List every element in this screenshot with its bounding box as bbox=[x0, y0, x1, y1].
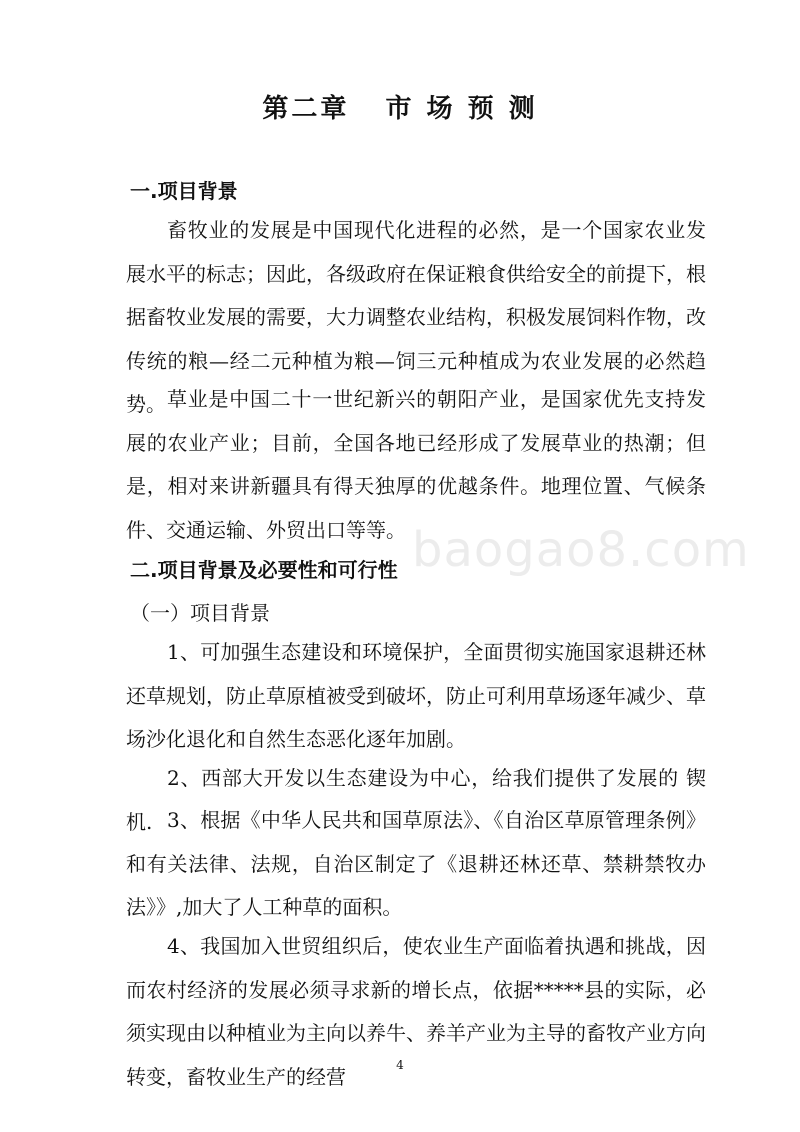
watermark: baogao8.com bbox=[412, 522, 750, 578]
list-item: 4、我国加入世贸组织后，使农业生产面临着执遇和挑战，因而农村经济的发展必须寻求新的增长点，依据*****县的实际，必须实现由以种植业为主向以养牛、养羊产业为主导的畜牧产业方向转变，畜牧业生产的经营 bbox=[126, 934, 706, 1089]
paragraph: 草业是中国二十一世纪新兴的朝阳产业，是国家优先支持发展的农业产业；目前，全国各地已经形成了发展草业的热潮；但是，相对来讲新疆具有得天独厚的优越条件。地理位置、气候条件、交通运输、外贸出口等等。 bbox=[126, 387, 706, 542]
list-item: 1、可加强生态建设和环境保护，全面贯彻实施国家退耕还林还草规划，防止草原植被受到破坏，防止可利用草场逐年减少、草场沙化退化和自然生态恶化逐年加剧。 bbox=[126, 640, 706, 751]
list-item: 3、根据《中华人民共和国草原法》、《自治区草原管理条例》和有关法律、法规，自治区制定了《退耕还林还草、禁耕禁牧办法》》,加大了人工种草的面积。 bbox=[126, 808, 706, 919]
list-item: 2、西部大开发以生态建设为中心，给我们提供了发展的 锲机. bbox=[126, 766, 706, 834]
subsection-heading: （一）项目背景 bbox=[130, 601, 270, 625]
paragraph: 畜牧业的发展是中国现代化进程的必然，是一个国家农业发展水平的标志；因此，各级政府在保证粮食供给安全的前提下，根据畜牧业发展的需要，大力调整农业结构，积极发展饲料作物，改传统的粮—经二元种植为粮—饲三元种植成为农业发展的必然趋势。 bbox=[126, 218, 706, 416]
page-number: 4 bbox=[396, 1058, 404, 1072]
section-heading-2: 二.项目背景及必要性和可行性 bbox=[130, 558, 398, 582]
section-heading-1: 一.项目背景 bbox=[130, 179, 238, 203]
chapter-title: 第二章 市 场 预 测 bbox=[262, 94, 538, 124]
